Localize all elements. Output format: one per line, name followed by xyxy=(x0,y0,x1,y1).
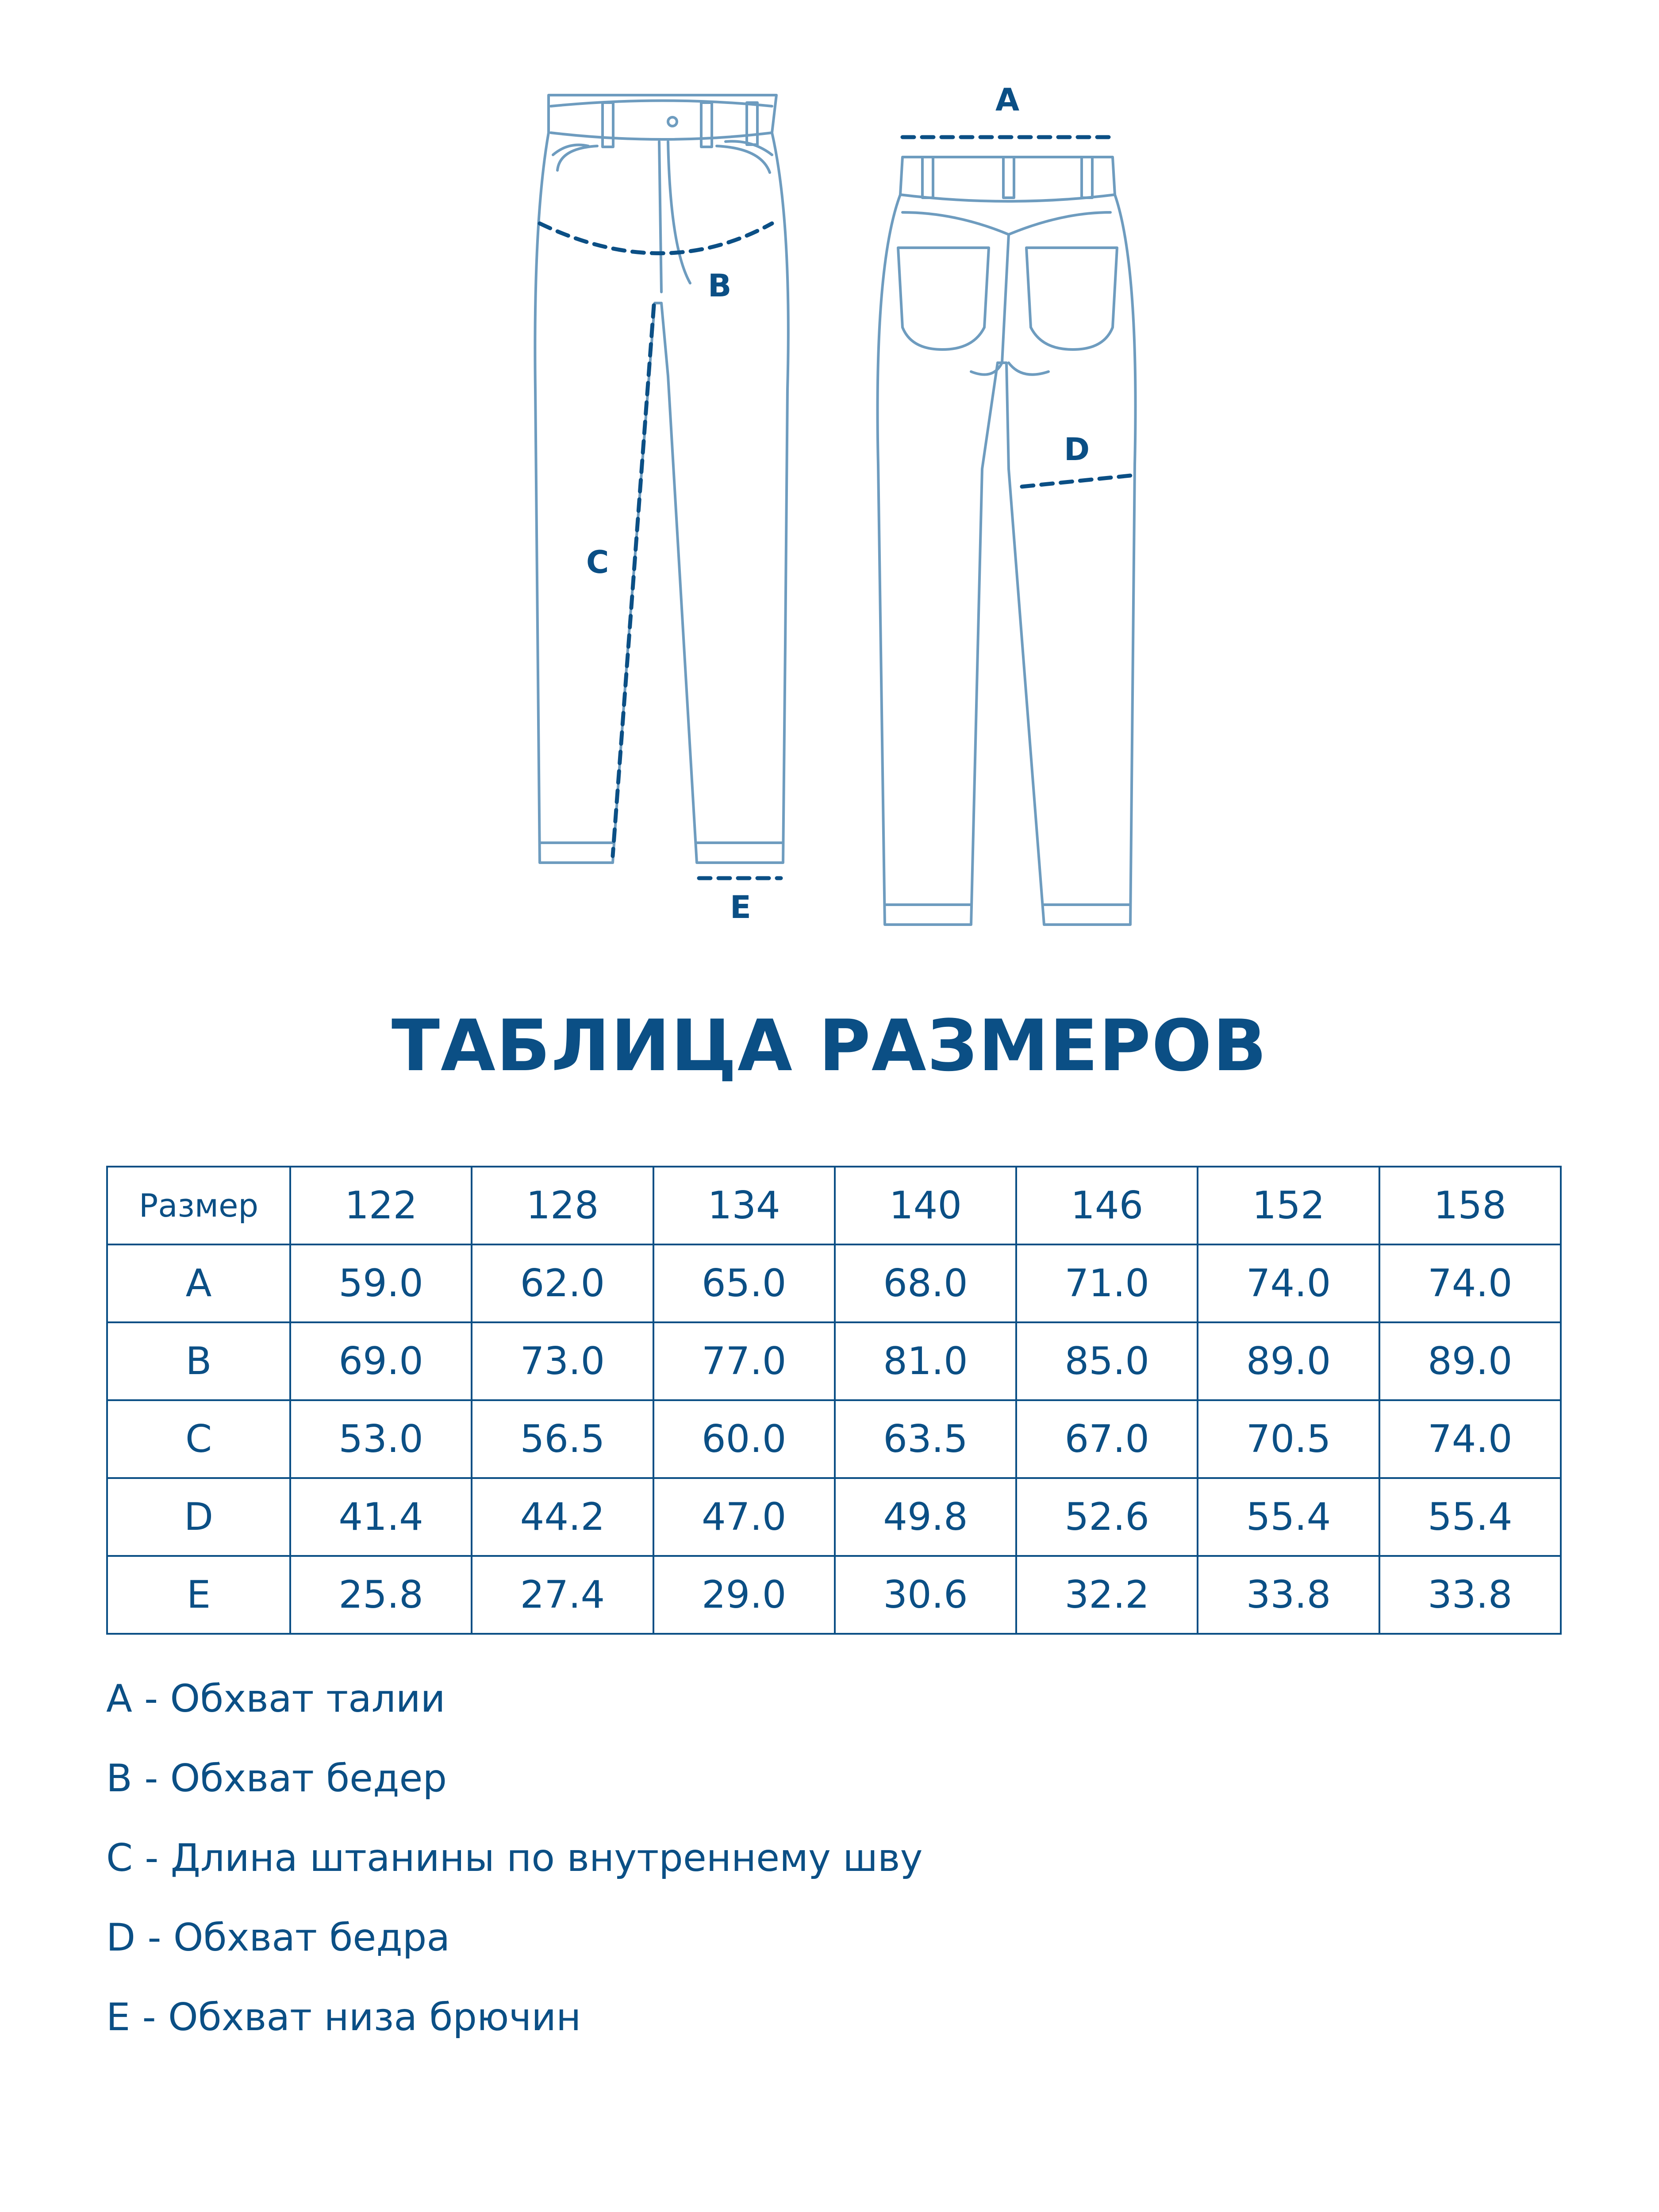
measure-d-label: D xyxy=(1064,431,1090,468)
table-cell: 55.4 xyxy=(1379,1478,1561,1556)
pants-diagram-svg xyxy=(0,0,1659,973)
back-belt-loop-mid xyxy=(1003,157,1014,198)
table-cell: 41.4 xyxy=(290,1478,472,1556)
table-cell: 44.2 xyxy=(472,1478,653,1556)
front-fly xyxy=(659,142,661,292)
pants-back-view xyxy=(878,157,1136,925)
front-fly-stitch xyxy=(668,142,690,283)
back-belt-loop-left xyxy=(922,157,933,198)
page-title: ТАБЛИЦА РАЗМЕРОВ xyxy=(391,1004,1268,1087)
measure-a-label: A xyxy=(995,82,1020,118)
measure-d-line xyxy=(1022,476,1130,487)
front-button xyxy=(668,117,677,126)
front-pocket-left xyxy=(557,146,597,170)
table-cell: 74.0 xyxy=(1379,1400,1561,1478)
table-cell: 53.0 xyxy=(290,1400,472,1478)
table-cell: 33.8 xyxy=(1379,1556,1561,1634)
table-cell: 77.0 xyxy=(653,1322,835,1400)
table-cell: 74.0 xyxy=(1379,1244,1561,1322)
table-cell: 47.0 xyxy=(653,1478,835,1556)
table-cell: 52.6 xyxy=(1016,1478,1198,1556)
front-measure-lines xyxy=(540,223,781,878)
table-cell: 89.0 xyxy=(1198,1322,1379,1400)
table-cell: 60.0 xyxy=(653,1400,835,1478)
header-size-label: Размер xyxy=(107,1167,290,1244)
table-cell: 71.0 xyxy=(1016,1244,1198,1322)
row-label: E xyxy=(107,1556,290,1634)
table-cell: 74.0 xyxy=(1198,1244,1379,1322)
measurement-legend xyxy=(106,1677,922,2075)
size-table xyxy=(106,1166,1562,1635)
back-pocket-left xyxy=(898,248,989,349)
table-cell: 63.5 xyxy=(835,1400,1016,1478)
table-row xyxy=(107,1556,1561,1634)
table-header-row xyxy=(107,1167,1561,1244)
measure-c-label: C xyxy=(586,544,609,580)
header-size-cell: 128 xyxy=(472,1167,653,1244)
table-cell: 69.0 xyxy=(290,1322,472,1400)
table-cell: 81.0 xyxy=(835,1322,1016,1400)
row-label: B xyxy=(107,1322,290,1400)
header-size-cell: 152 xyxy=(1198,1167,1379,1244)
measure-e-label: E xyxy=(730,889,751,926)
front-belt-loop-left xyxy=(603,103,613,147)
front-waistband-top xyxy=(551,101,772,107)
legend-item: E - Обхват низа брючин xyxy=(106,1995,581,2039)
table-cell: 30.6 xyxy=(835,1556,1016,1634)
front-pocket-right xyxy=(717,146,770,173)
table-cell: 68.0 xyxy=(835,1244,1016,1322)
header-size-cell: 122 xyxy=(290,1167,472,1244)
row-label: D xyxy=(107,1478,290,1556)
header-size-cell: 146 xyxy=(1016,1167,1198,1244)
table-cell: 89.0 xyxy=(1379,1322,1561,1400)
table-cell: 25.8 xyxy=(290,1556,472,1634)
table-cell: 59.0 xyxy=(290,1244,472,1322)
table-row xyxy=(107,1244,1561,1322)
legend-item: B - Обхват бедер xyxy=(106,1756,447,1801)
back-belt-loop-right xyxy=(1082,157,1092,198)
header-size-cell: 158 xyxy=(1379,1167,1561,1244)
table-cell: 27.4 xyxy=(472,1556,653,1634)
size-table-body xyxy=(107,1167,1561,1634)
header-size-cell: 140 xyxy=(835,1167,1016,1244)
legend-item: C - Длина штанины по внутреннему шву xyxy=(106,1836,923,1880)
table-cell: 49.8 xyxy=(835,1478,1016,1556)
table-row xyxy=(107,1478,1561,1556)
table-cell: 85.0 xyxy=(1016,1322,1198,1400)
pants-measurement-diagram xyxy=(0,0,1659,973)
row-label: C xyxy=(107,1400,290,1478)
table-cell: 62.0 xyxy=(472,1244,653,1322)
header-size-cell: 134 xyxy=(653,1167,835,1244)
back-yoke xyxy=(902,212,1110,234)
table-cell: 55.4 xyxy=(1198,1478,1379,1556)
measure-b-line xyxy=(540,223,772,253)
pants-front-view xyxy=(535,95,788,863)
back-pocket-right xyxy=(1026,248,1117,349)
back-seat-curve-right xyxy=(1009,363,1048,375)
legend-item: A - Обхват талии xyxy=(106,1677,445,1721)
table-cell: 73.0 xyxy=(472,1322,653,1400)
measure-c-line xyxy=(613,305,654,856)
back-measure-lines xyxy=(902,137,1130,487)
front-waistband xyxy=(551,133,772,139)
front-belt-loop-right xyxy=(747,103,757,145)
row-label: A xyxy=(107,1244,290,1322)
table-cell: 29.0 xyxy=(653,1556,835,1634)
back-center-seam xyxy=(1002,234,1009,363)
front-outline xyxy=(535,95,788,863)
table-cell: 56.5 xyxy=(472,1400,653,1478)
measure-b-label: B xyxy=(708,268,732,304)
table-cell: 70.5 xyxy=(1198,1400,1379,1478)
table-row xyxy=(107,1400,1561,1478)
legend-item: D - Обхват бедра xyxy=(106,1916,450,1960)
table-row xyxy=(107,1322,1561,1400)
table-cell: 65.0 xyxy=(653,1244,835,1322)
table-cell: 67.0 xyxy=(1016,1400,1198,1478)
table-cell: 33.8 xyxy=(1198,1556,1379,1634)
table-cell: 32.2 xyxy=(1016,1556,1198,1634)
front-belt-loop-mid xyxy=(701,103,712,147)
